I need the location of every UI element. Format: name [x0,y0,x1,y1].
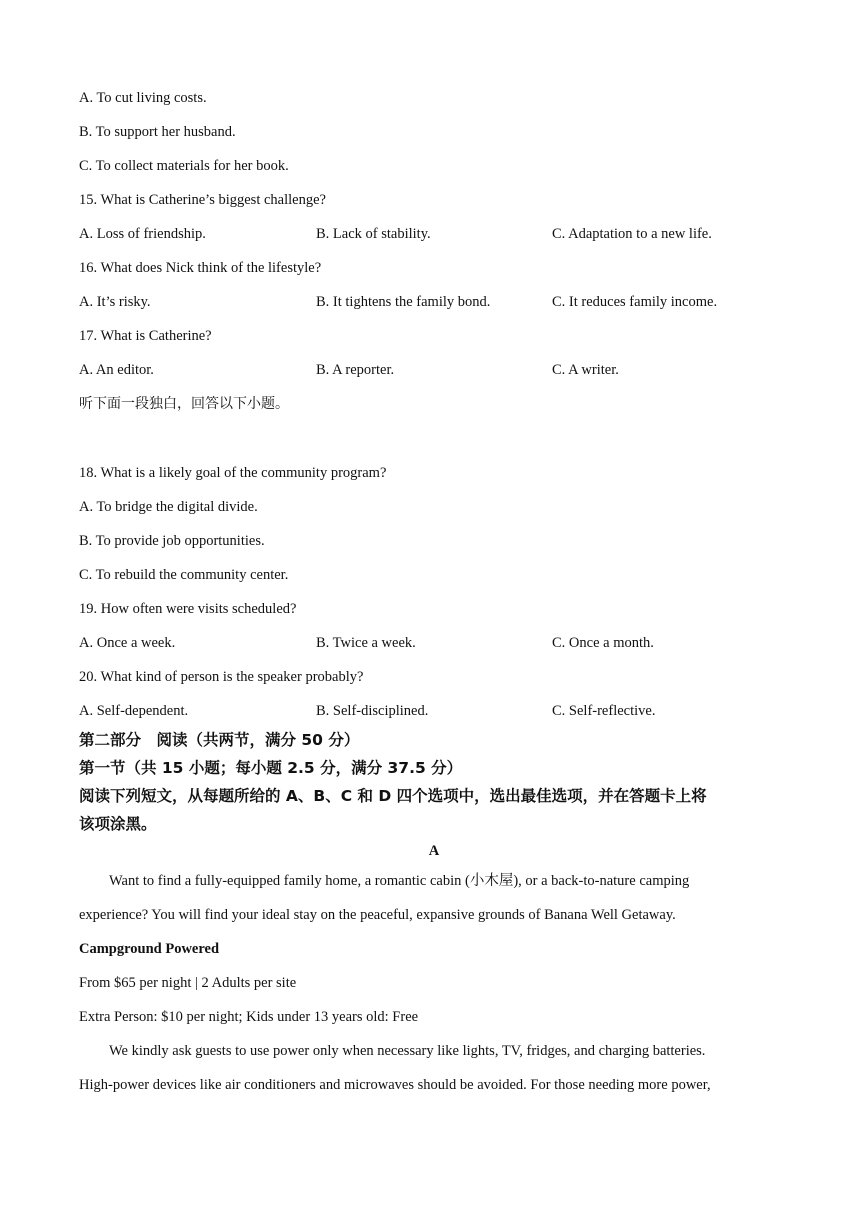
power-paragraph-line2: High-power devices like air conditioners and microwaves should be avoided. For those needing more power, [79,1077,711,1093]
campground-price: From $65 per night | 2 Adults per site [79,975,297,991]
q20-option-c: C. Self-reflective. [552,703,656,719]
q19-option-b: B. Twice a week. [316,635,416,651]
q16-option-b: B. It tightens the family bond. [316,294,491,310]
q16-option-a: A. It’s risky. [79,294,151,310]
reading-instruction-line1: 阅读下列短文，从每题所给的 A、B、C 和 D 四个选项中，选出最佳选项，并在答题卡上将 [79,787,707,805]
part2-heading: 第二部分 阅读（共两节，满分 50 分） [79,731,360,749]
section1-heading: 第一节（共 15 小题；每小题 2.5 分，满分 37.5 分） [79,759,463,777]
q20-question: 20. What kind of person is the speaker probably? [79,669,364,685]
q18-option-b: B. To provide job opportunities. [79,533,265,549]
monologue-instruction: 听下面一段独白，回答以下小题。 [79,396,289,412]
q18-option-a: A. To bridge the digital divide. [79,499,258,515]
q16-question: 16. What does Nick think of the lifestyle? [79,260,322,276]
q15-question: 15. What is Catherine’s biggest challenge? [79,192,326,208]
q14-option-c: C. To collect materials for her book. [79,158,289,174]
passage-label: A [428,843,440,859]
q20-option-b: B. Self-disciplined. [316,703,429,719]
q19-question: 19. How often were visits scheduled? [79,601,297,617]
q15-option-c: C. Adaptation to a new life. [552,226,712,242]
q17-question: 17. What is Catherine? [79,328,212,344]
power-paragraph-line1: We kindly ask guests to use power only when necessary like lights, TV, fridges, and charging batteries. [109,1043,706,1059]
q20-option-a: A. Self-dependent. [79,703,189,719]
q19-option-c: C. Once a month. [552,635,654,651]
q16-option-c: C. It reduces family income. [552,294,718,310]
q18-option-c: C. To rebuild the community center. [79,567,289,583]
q17-option-b: B. A reporter. [316,362,395,378]
q18-question: 18. What is a likely goal of the community program? [79,465,387,481]
campground-subheading: Campground Powered [79,941,220,957]
campground-extra-person: Extra Person: $10 per night; Kids under 13 years old: Free [79,1009,419,1025]
passage-intro-line2: experience? You will find your ideal stay on the peaceful, expansive grounds of Banana Well Getaway. [79,907,676,923]
reading-instruction-line2: 该项涂黑。 [79,815,157,833]
q15-option-a: A. Loss of friendship. [79,226,206,242]
q14-option-a: A. To cut living costs. [79,90,207,106]
q17-option-a: A. An editor. [79,362,154,378]
q19-option-a: A. Once a week. [79,635,176,651]
passage-intro-line1: Want to find a fully-equipped family home, a romantic cabin (小木屋), or a back-to-nature camping [109,873,690,889]
q17-option-c: C. A writer. [552,362,619,378]
q15-option-b: B. Lack of stability. [316,226,431,242]
q14-option-b: B. To support her husband. [79,124,236,140]
